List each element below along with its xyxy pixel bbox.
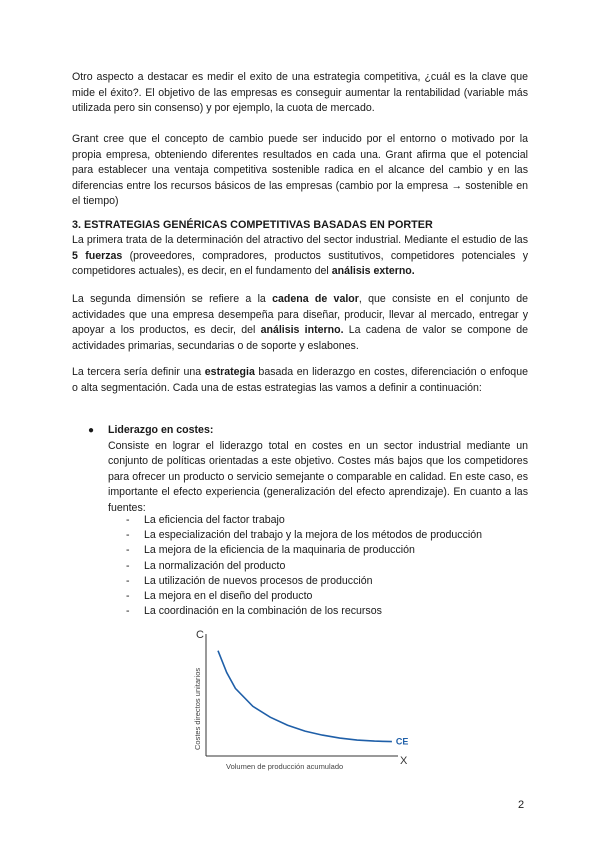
paragraph-strategy	[72, 365, 528, 396]
series-label-ce: CE	[395, 736, 409, 747]
p4-text-a: La segunda dimensión se refiere a la	[72, 293, 273, 305]
list-item-text: La mejora de la eficiencia de la maquinaria de producción	[144, 544, 415, 557]
list-item-text: La especialización del trabajo y la mejora de los métodos de producción	[144, 529, 483, 542]
p3-bold-five-forces: 5 fuerzas	[72, 249, 123, 262]
dash-marker: -	[126, 544, 130, 557]
sources-list	[126, 513, 528, 619]
p4-text-e: La cadena de valor se compone de actividades primarias, secundarias o de soporte y eslabones.	[72, 324, 528, 352]
list-item	[126, 559, 528, 574]
dash-marker: -	[126, 605, 130, 618]
x-axis-label: Volumen de producción acumulado	[226, 762, 344, 771]
list-item-text: La utilización de nuevos procesos de producción	[144, 574, 373, 587]
list-item	[126, 589, 528, 604]
paragraph-grant-change: Grant cree que el concepto de cambio puede ser inducido por el entorno o motivado por la propia empresa, obteniendo diferentes resultados en cada una. Grant afirma que el potencial para establecer una ventaja competitiva sostenible radica en el alcance del cambio y en las diferencias entre los recursos básicos de las empresas (cambio por la empresa → sostenible en el tiempo)	[72, 133, 528, 208]
list-item	[126, 604, 528, 619]
list-item	[126, 543, 528, 558]
p4-bold-internal: análisis interno.	[260, 324, 344, 337]
paragraph-five-forces	[72, 233, 528, 280]
dash-marker: -	[126, 529, 130, 542]
series-line-ce	[218, 651, 392, 742]
list-item	[126, 574, 528, 589]
bullet-title: Liderazgo en costes:	[108, 424, 214, 436]
p5-bold-strategy: estrategia	[204, 366, 255, 378]
bullet-dot-icon: ●	[88, 425, 95, 436]
list-item-text: La mejora en el diseño del producto	[144, 590, 313, 603]
list-item-text: La eficiencia del factor trabajo	[144, 514, 285, 526]
list-item	[126, 513, 528, 528]
p4-text-c: , que consiste en el conjunto de actividades que una empresa desempeña para diseñar, producir, llevar al mercado, entregar y apoyar a los productos, es decir, del	[72, 293, 528, 337]
p3-text-c: (proveedores, compradores, productos sustitutivos, competidores potenciales y competidores actuales), es decir, en el fundamento del	[72, 249, 528, 278]
y-axis-label: Costes directos unitarios	[193, 667, 202, 750]
list-item-text: La normalización del producto	[144, 559, 286, 572]
section-heading: 3. ESTRATEGIAS GENÉRICAS COMPETITIVAS BASADAS EN PORTER	[72, 219, 433, 231]
p3-text-a: La primera trata de la determinación del atractivo del sector industrial. Mediante el estudio de las	[72, 234, 528, 246]
dash-marker: -	[126, 590, 130, 603]
dash-marker: -	[126, 559, 130, 572]
p5-text-a: La tercera sería definir una	[72, 366, 205, 378]
p5-text-c: basada en liderazgo en costes, diferenciación o enfoque o alta segmentación. Cada una de estas estrategias las vamos a definir a continuación:	[72, 366, 528, 394]
list-item-text: La coordinación en la combinación de los recursos	[144, 605, 382, 618]
dash-marker: -	[126, 574, 130, 587]
x-axis-letter: X	[400, 755, 408, 767]
page-number: 2	[518, 799, 525, 811]
dash-marker: -	[126, 514, 130, 526]
y-axis-letter: C	[196, 629, 204, 641]
bullet-body: Consiste en lograr el liderazgo total en costes en un sector industrial mediante un conjunto de políticas orientadas a este objetivo. Costes más bajos que los competidores para ofrecer un producto o servicio semejante o comparable en calidad. En este caso, es importante el efecto experiencia (generalización del efecto aprendizaje). En cuanto a las fuentes:	[108, 439, 528, 514]
paragraph-success-measure: Otro aspecto a destacar es medir el exito de una estrategia competitiva, ¿cuál es la clave que mide el éxito?. El objetivo de las empresas es conseguir aumentar la rentabilidad (variable más utilizada pero sin consenso) y por ejemplo, la cuota de mercado.	[72, 71, 528, 115]
experience-curve-chart	[186, 626, 422, 776]
paragraph-value-chain	[72, 292, 528, 354]
p4-bold-value-chain: cadena de valor	[272, 293, 359, 305]
list-item	[126, 528, 528, 543]
p3-bold-external: análisis externo.	[331, 265, 415, 278]
